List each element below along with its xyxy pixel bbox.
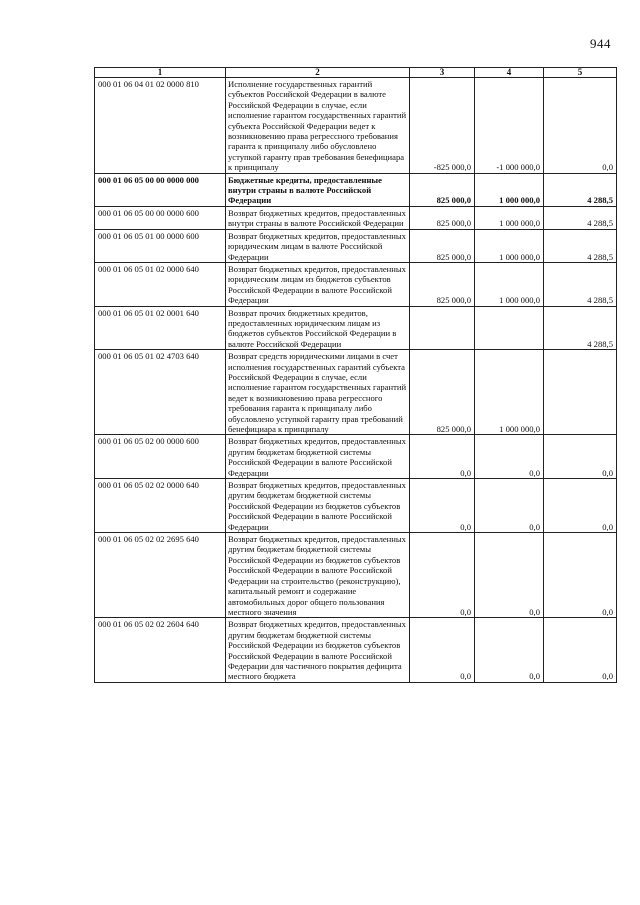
row-amount-3: 4 288,5 bbox=[544, 206, 617, 229]
table-row bbox=[95, 206, 617, 229]
row-amount-1: 825 000,0 bbox=[410, 229, 475, 262]
row-amount-3: 0,0 bbox=[544, 435, 617, 479]
row-code: 000 01 06 05 02 02 2604 640 bbox=[95, 618, 226, 682]
column-header-amount-1: 3 bbox=[410, 68, 475, 78]
row-amount-1: 0,0 bbox=[410, 479, 475, 533]
row-code: 000 01 06 05 02 02 0000 640 bbox=[95, 479, 226, 533]
table-row bbox=[95, 533, 617, 618]
row-amount-3: 4 288,5 bbox=[544, 173, 617, 206]
page-number: 944 bbox=[590, 36, 611, 51]
row-description: Возврат бюджетных кредитов, предоставленных юридическим лицам из бюджетов субъектов Российской Федерации в валюте Российской Федерации bbox=[226, 262, 410, 306]
row-amount-3 bbox=[544, 350, 617, 435]
column-header-code: 1 bbox=[95, 68, 226, 78]
table-row bbox=[95, 350, 617, 435]
row-amount-1 bbox=[410, 306, 475, 350]
row-code: 000 01 06 05 01 02 4703 640 bbox=[95, 350, 226, 435]
column-header-amount-3: 5 bbox=[544, 68, 617, 78]
row-amount-3: 0,0 bbox=[544, 479, 617, 533]
row-description: Возврат бюджетных кредитов, предоставленных другим бюджетам бюджетной системы Российской Федерации в валюте Российской Федерации bbox=[226, 435, 410, 479]
table-row bbox=[95, 229, 617, 262]
table-row bbox=[95, 435, 617, 479]
table-row bbox=[95, 618, 617, 682]
row-description: Возврат бюджетных кредитов, предоставленных юридическим лицам в валюте Российской Федерации bbox=[226, 229, 410, 262]
table-header-row bbox=[95, 68, 617, 78]
row-amount-2: 0,0 bbox=[475, 618, 544, 682]
row-description: Возврат бюджетных кредитов, предоставленных другим бюджетам бюджетной системы Российской Федерации из бюджетов субъектов Российской Федерации в валюте Российской Федерации для частичного покрытия дефицита местного бюджета bbox=[226, 618, 410, 682]
row-description: Возврат средств юридическими лицами в счет исполнения государственных гарантий субъекта Российской Федерации в случае, если исполнение гарантом государственных гарантий ведет к возникновению права регрессного требования гаранта к принципалу либо обусловлено уступкой гаранту прав требований бенефициара к принципалу bbox=[226, 350, 410, 435]
row-amount-2: 1 000 000,0 bbox=[475, 206, 544, 229]
row-amount-3: 0,0 bbox=[544, 618, 617, 682]
row-amount-2: 0,0 bbox=[475, 479, 544, 533]
row-description: Исполнение государственных гарантий субъектов Российской Федерации в валюте Российской Федерации в случае, если исполнение гарантом государственных гарантий субъекта Российской Федерации ведет к возникновению права регрессного требования гаранта к принципалу либо обусловлено уступкой гаранту прав требования бенефициара к принципалу bbox=[226, 78, 410, 174]
column-header-description: 2 bbox=[226, 68, 410, 78]
row-amount-1: 0,0 bbox=[410, 533, 475, 618]
row-code: 000 01 06 05 02 00 0000 600 bbox=[95, 435, 226, 479]
row-amount-1: 0,0 bbox=[410, 435, 475, 479]
row-code: 000 01 06 05 01 02 0001 640 bbox=[95, 306, 226, 350]
row-amount-2: 1 000 000,0 bbox=[475, 229, 544, 262]
row-amount-1: 825 000,0 bbox=[410, 173, 475, 206]
row-description: Возврат бюджетных кредитов, предоставленных другим бюджетам бюджетной системы Российской Федерации из бюджетов субъектов Российской Федерации в валюте Российской Федерации на строительство (реконструкцию), капитальный ремонт и содержание автомобильных дорог общего пользования местного значения bbox=[226, 533, 410, 618]
table-row bbox=[95, 479, 617, 533]
row-amount-3: 4 288,5 bbox=[544, 262, 617, 306]
row-amount-1: 825 000,0 bbox=[410, 206, 475, 229]
row-code: 000 01 06 05 00 00 0000 600 bbox=[95, 206, 226, 229]
row-amount-2: 0,0 bbox=[475, 533, 544, 618]
row-description: Возврат бюджетных кредитов, предоставленных другим бюджетам бюджетной системы Российской Федерации из бюджетов субъектов Российской Федерации в валюте Российской Федерации bbox=[226, 479, 410, 533]
row-description: Бюджетные кредиты, предоставленные внутри страны в валюте Российской Федерации bbox=[226, 173, 410, 206]
row-amount-2 bbox=[475, 306, 544, 350]
row-amount-1: 825 000,0 bbox=[410, 262, 475, 306]
row-code: 000 01 06 04 01 02 0000 810 bbox=[95, 78, 226, 174]
row-description: Возврат бюджетных кредитов, предоставленных внутри страны в валюте Российской Федерации bbox=[226, 206, 410, 229]
row-amount-2: 1 000 000,0 bbox=[475, 350, 544, 435]
row-amount-3: 4 288,5 bbox=[544, 229, 617, 262]
row-code: 000 01 06 05 01 02 0000 640 bbox=[95, 262, 226, 306]
row-amount-2: -1 000 000,0 bbox=[475, 78, 544, 174]
table-row bbox=[95, 173, 617, 206]
table-row bbox=[95, 306, 617, 350]
row-code: 000 01 06 05 01 00 0000 600 bbox=[95, 229, 226, 262]
table-row bbox=[95, 262, 617, 306]
row-amount-3: 4 288,5 bbox=[544, 306, 617, 350]
row-code: 000 01 06 05 00 00 0000 000 bbox=[95, 173, 226, 206]
column-header-amount-2: 4 bbox=[475, 68, 544, 78]
row-amount-2: 1 000 000,0 bbox=[475, 262, 544, 306]
row-amount-1: 0,0 bbox=[410, 618, 475, 682]
table-row bbox=[95, 78, 617, 174]
row-amount-3: 0,0 bbox=[544, 78, 617, 174]
row-amount-1: 825 000,0 bbox=[410, 350, 475, 435]
budget-sources-table bbox=[94, 67, 617, 683]
row-amount-3: 0,0 bbox=[544, 533, 617, 618]
row-amount-2: 1 000 000,0 bbox=[475, 173, 544, 206]
row-description: Возврат прочих бюджетных кредитов, предоставленных юридическим лицам из бюджетов субъектов Российской Федерации в валюте Российской Федерации bbox=[226, 306, 410, 350]
row-amount-2: 0,0 bbox=[475, 435, 544, 479]
row-amount-1: -825 000,0 bbox=[410, 78, 475, 174]
row-code: 000 01 06 05 02 02 2695 640 bbox=[95, 533, 226, 618]
